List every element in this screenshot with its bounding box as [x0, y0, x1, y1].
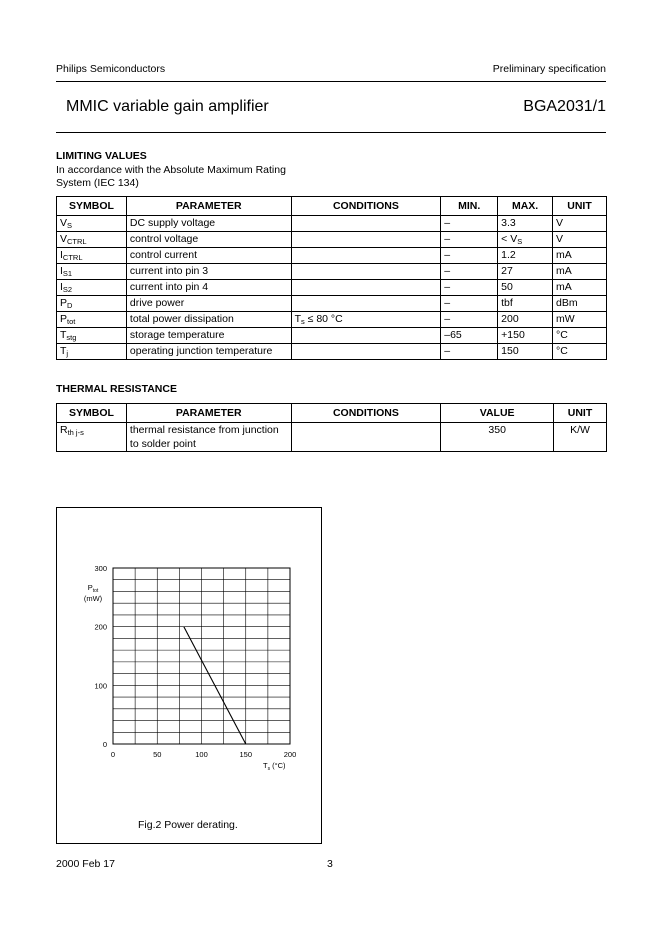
symbol-cell: $P_D$	[57, 296, 127, 312]
conditions-cell	[291, 248, 441, 264]
limiting-values-subtitle: In accordance with the Absolute Maximum Rating System (IEC 134)	[56, 164, 286, 189]
product-title: MMIC variable gain amplifier	[66, 98, 269, 115]
column-header: SYMBOL	[57, 197, 127, 216]
conditions-cell: $T_s \le 80$ °C	[291, 312, 441, 328]
thermal-resistance-heading: THERMAL RESISTANCE	[56, 383, 177, 395]
symbol-cell: $P_{tot}$	[57, 312, 127, 328]
max-cell: 1.2	[498, 248, 553, 264]
min-cell: –	[441, 296, 498, 312]
table-row	[57, 264, 607, 280]
parameter-cell: current into pin 4	[126, 280, 291, 296]
parameter-cell: current into pin 3	[126, 264, 291, 280]
limiting-values-heading: LIMITING VALUES	[56, 150, 147, 162]
x-tick-label: 200	[283, 750, 297, 759]
symbol-cell: $I_{CTRL}$	[57, 248, 127, 264]
conditions-cell	[291, 216, 441, 232]
symbol-cell: $V_S$	[57, 216, 127, 232]
column-header: PARAMETER	[126, 197, 291, 216]
symbol-cell: $T_j$	[57, 344, 127, 360]
table-row	[57, 328, 607, 344]
min-cell: –65	[441, 328, 498, 344]
y-axis-label: $P_{tot}$	[87, 583, 99, 594]
parameter-cell: operating junction temperature	[126, 344, 291, 360]
figure-caption: Fig.2 Power derating.	[138, 819, 238, 831]
conditions-cell	[291, 344, 441, 360]
unit-cell: mA	[553, 264, 607, 280]
company-name: Philips Semiconductors	[56, 63, 166, 75]
x-tick-label: 150	[239, 750, 253, 759]
title-rule	[56, 132, 606, 133]
table-header-row	[57, 197, 607, 216]
column-header: CONDITIONS	[291, 197, 441, 216]
min-cell: –	[441, 232, 498, 248]
parameter-cell: drive power	[126, 296, 291, 312]
table-row	[57, 280, 607, 296]
max-cell: 50	[498, 280, 553, 296]
symbol-cell: $R_{th j-s}$	[57, 423, 127, 452]
symbol-cell: $T_{stg}$	[57, 328, 127, 344]
conditions-cell	[291, 264, 441, 280]
symbol-cell: $I_{S1}$	[57, 264, 127, 280]
y-tick-label: 0	[102, 740, 107, 749]
x-tick-label: 50	[153, 750, 162, 759]
column-header: CONDITIONS	[291, 404, 441, 423]
y-axis-unit: (mW)	[83, 594, 103, 603]
max-cell: 200	[498, 312, 553, 328]
table-row	[57, 232, 607, 248]
column-header: SYMBOL	[57, 404, 127, 423]
symbol-cell: $V_{CTRL}$	[57, 232, 127, 248]
column-header: MIN.	[441, 197, 498, 216]
table-row	[57, 248, 607, 264]
symbol-cell: $I_{S2}$	[57, 280, 127, 296]
column-header: PARAMETER	[126, 404, 291, 423]
parameter-cell: control current	[126, 248, 291, 264]
table-row	[57, 423, 607, 452]
unit-cell: mA	[553, 280, 607, 296]
unit-cell: °C	[553, 344, 607, 360]
y-tick-label: 200	[94, 622, 107, 632]
column-header: UNIT	[553, 197, 607, 216]
x-tick-label: 100	[195, 750, 208, 759]
table-header-row	[57, 404, 607, 423]
min-cell: –	[441, 248, 498, 264]
min-cell: –	[441, 280, 498, 296]
table-row	[57, 296, 607, 312]
column-header: UNIT	[554, 404, 607, 423]
min-cell: –	[441, 216, 498, 232]
conditions-cell	[291, 328, 441, 344]
unit-cell: K/W	[554, 423, 607, 452]
x-tick-label: 0	[110, 750, 116, 759]
part-number: BGA2031/1	[523, 98, 606, 115]
thermal-resistance-table	[56, 403, 607, 452]
table-row	[57, 312, 607, 328]
table-row	[57, 344, 607, 360]
x-axis-label: $T_s$ (°C)	[263, 761, 286, 772]
max-cell: tbf	[498, 296, 553, 312]
max-cell: 150	[498, 344, 553, 360]
power-derating-chart	[57, 508, 321, 843]
power-derating-figure	[56, 507, 322, 844]
conditions-cell	[291, 280, 441, 296]
min-cell: –	[441, 312, 498, 328]
min-cell: –	[441, 264, 498, 280]
parameter-cell: DC supply voltage	[126, 216, 291, 232]
footer-date: 2000 Feb 17	[56, 858, 115, 870]
header-rule	[56, 81, 606, 82]
table-row	[57, 216, 607, 232]
unit-cell: mA	[553, 248, 607, 264]
max-cell: 3.3	[498, 216, 553, 232]
limiting-values-table	[56, 196, 607, 360]
max-cell: 27	[498, 264, 553, 280]
unit-cell: °C	[553, 328, 607, 344]
conditions-cell	[291, 232, 441, 248]
column-header: MAX.	[498, 197, 553, 216]
document-type: Preliminary specification	[492, 63, 606, 75]
parameter-cell: thermal resistance from junction to solder point	[126, 423, 291, 452]
parameter-cell: total power dissipation	[126, 312, 291, 328]
unit-cell: dBm	[553, 296, 607, 312]
max-cell: +150	[498, 328, 553, 344]
y-tick-label: 300	[94, 564, 107, 573]
conditions-cell	[291, 296, 441, 312]
y-tick-label: 100	[94, 681, 107, 691]
value-cell: 350	[441, 423, 554, 452]
parameter-cell: control voltage	[126, 232, 291, 248]
max-cell: < $V_S$	[498, 232, 553, 248]
parameter-cell: storage temperature	[126, 328, 291, 344]
unit-cell: V	[553, 216, 607, 232]
unit-cell: mW	[553, 312, 607, 328]
column-header: VALUE	[441, 404, 554, 423]
min-cell: –	[441, 344, 498, 360]
unit-cell: V	[553, 232, 607, 248]
page-number: 3	[327, 858, 333, 870]
conditions-cell	[291, 423, 441, 452]
